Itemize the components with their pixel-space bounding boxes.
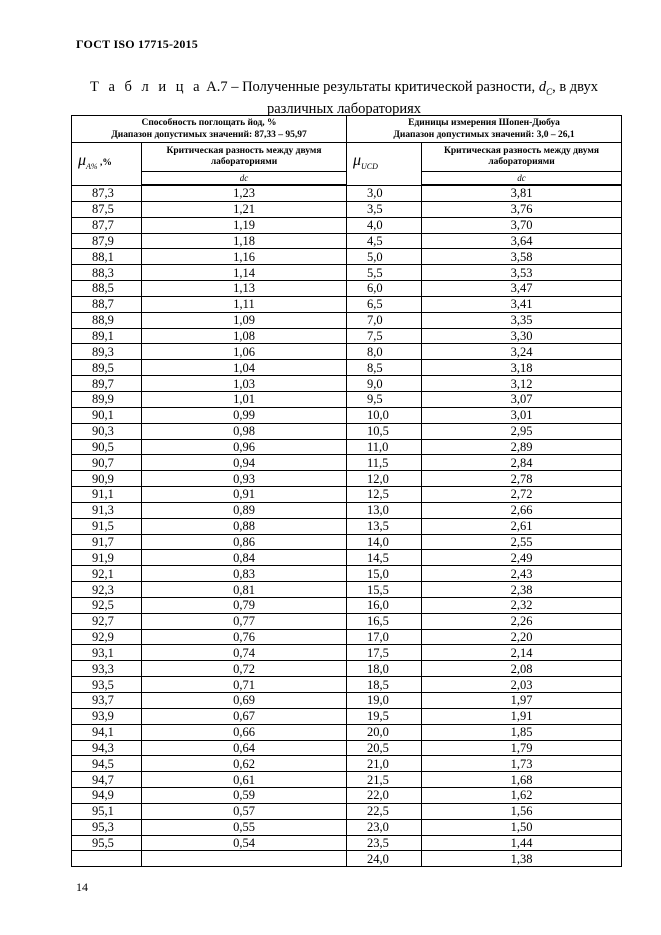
table-row [72,296,622,312]
table-row [72,645,622,661]
ucd-value-cell: 8,0 [347,344,422,360]
ucd-diff-cell: 1,91 [422,708,622,724]
table-row [72,328,622,344]
left-group-title: Способность поглощать йод, % [141,118,277,128]
ucd-diff-cell: 1,79 [422,740,622,756]
iodine-value-cell: 91,7 [72,534,142,550]
table-row [72,407,622,423]
iodine-value-cell: 90,9 [72,471,142,487]
iodine-diff-cell: 1,09 [142,312,347,328]
iodine-value-cell: 88,9 [72,312,142,328]
ucd-diff-cell: 2,55 [422,534,622,550]
ucd-diff-cell: 2,26 [422,613,622,629]
ucd-value-cell: 15,0 [347,566,422,582]
ucd-value-cell: 12,5 [347,487,422,503]
iodine-diff-cell: 1,18 [142,233,347,249]
table-row [72,233,622,249]
table-row [72,201,622,217]
document-header: ГОСТ ISO 17715-2015 [76,37,198,51]
ucd-diff-cell: 1,68 [422,772,622,788]
ucd-value-cell: 9,0 [347,376,422,392]
ucd-value-cell: 5,5 [347,265,422,281]
iodine-diff-cell: 0,64 [142,740,347,756]
caption-text: – Полученные результаты критической разности, [227,79,539,95]
table-row [72,455,622,471]
iodine-diff-cell: 1,14 [142,265,347,281]
iodine-value-cell: 93,3 [72,661,142,677]
ucd-diff-cell: 3,81 [422,185,622,201]
iodine-value-cell: 90,1 [72,407,142,423]
table-row [72,597,622,613]
ucd-value-cell: 10,5 [347,423,422,439]
table-row [72,487,622,503]
iodine-value-cell: 95,1 [72,803,142,819]
ucd-diff-cell: 3,12 [422,376,622,392]
ucd-diff-cell: 2,61 [422,518,622,534]
table-group-header-row [72,116,622,143]
iodine-value-cell: 93,1 [72,645,142,661]
iodine-diff-cell: 0,66 [142,724,347,740]
ucd-diff-cell: 3,47 [422,281,622,297]
iodine-diff-cell: 0,89 [142,502,347,518]
caption-number: А.7 [206,79,228,95]
table-row [72,471,622,487]
iodine-diff-cell: 0,94 [142,455,347,471]
iodine-diff-cell: 0,55 [142,819,347,835]
iodine-value-cell: 94,5 [72,756,142,772]
ucd-diff-cell: 2,14 [422,645,622,661]
iodine-diff-cell: 1,06 [142,344,347,360]
table-column-header-row [72,143,622,172]
iodine-diff-cell: 0,86 [142,534,347,550]
table-row [72,265,622,281]
ucd-value-cell: 23,5 [347,835,422,851]
ucd-diff-cell: 2,20 [422,629,622,645]
ucd-value-cell: 12,0 [347,471,422,487]
ucd-value-cell: 4,0 [347,217,422,233]
iodine-diff-cell: 0,91 [142,487,347,503]
table-row [72,502,622,518]
iodine-diff-cell: 0,61 [142,772,347,788]
iodine-diff-cell: 1,01 [142,391,347,407]
ucd-value-cell: 22,0 [347,788,422,804]
left-dc-label: dc [142,172,347,186]
iodine-diff-cell: 0,83 [142,566,347,582]
ucd-diff-cell: 2,66 [422,502,622,518]
iodine-diff-cell: 1,21 [142,201,347,217]
iodine-value-cell: 95,3 [72,819,142,835]
iodine-diff-cell [142,851,347,867]
iodine-diff-cell: 0,54 [142,835,347,851]
ucd-value-cell: 16,5 [347,613,422,629]
table-row [72,772,622,788]
right-group-range: Диапазон допустимых значений: 3,0 – 26,1 [393,130,575,140]
iodine-value-cell: 94,9 [72,788,142,804]
right-diff-header: Критическая разность между двумя лабораториями [422,143,622,172]
ucd-diff-cell: 2,89 [422,439,622,455]
iodine-value-cell: 88,5 [72,281,142,297]
iodine-value-cell: 94,1 [72,724,142,740]
iodine-value-cell: 88,7 [72,296,142,312]
ucd-value-cell: 9,5 [347,391,422,407]
ucd-value-cell: 16,0 [347,597,422,613]
iodine-diff-cell: 0,96 [142,439,347,455]
ucd-value-cell: 14,5 [347,550,422,566]
iodine-value-cell: 92,3 [72,582,142,598]
right-group-title: Единицы измерения Шопен-Дюбуа [408,118,560,128]
table-row [72,724,622,740]
left-group-range: Диапазон допустимых значений: 87,33 – 95,97 [111,130,307,140]
table-row [72,439,622,455]
iodine-diff-cell: 1,13 [142,281,347,297]
ucd-value-cell: 6,5 [347,296,422,312]
ucd-diff-cell: 3,64 [422,233,622,249]
iodine-value-cell: 92,5 [72,597,142,613]
ucd-value-cell: 13,0 [347,502,422,518]
ucd-diff-cell: 2,03 [422,677,622,693]
iodine-diff-cell: 0,79 [142,597,347,613]
iodine-value-cell: 88,3 [72,265,142,281]
ucd-diff-cell: 1,62 [422,788,622,804]
iodine-diff-cell: 0,99 [142,407,347,423]
iodine-value-cell: 95,5 [72,835,142,851]
ucd-diff-cell: 1,73 [422,756,622,772]
ucd-value-cell: 11,0 [347,439,422,455]
iodine-diff-cell: 0,59 [142,788,347,804]
table-caption [64,79,624,118]
ucd-value-cell: 7,0 [347,312,422,328]
iodine-value-cell: 87,3 [72,185,142,201]
ucd-diff-cell: 3,58 [422,249,622,265]
table-row [72,534,622,550]
ucd-value-cell: 15,5 [347,582,422,598]
iodine-diff-cell: 0,98 [142,423,347,439]
iodine-diff-cell: 0,76 [142,629,347,645]
iodine-diff-cell: 0,81 [142,582,347,598]
ucd-value-cell: 20,0 [347,724,422,740]
ucd-value-cell: 21,0 [347,756,422,772]
iodine-value-cell: 89,9 [72,391,142,407]
ucd-diff-cell: 3,76 [422,201,622,217]
iodine-value-cell: 87,5 [72,201,142,217]
iodine-value-cell: 91,9 [72,550,142,566]
ucd-diff-cell: 2,32 [422,597,622,613]
ucd-diff-cell: 2,95 [422,423,622,439]
iodine-diff-cell: 0,93 [142,471,347,487]
ucd-value-cell: 8,5 [347,360,422,376]
table-row [72,803,622,819]
iodine-value-cell: 93,5 [72,677,142,693]
table-row [72,661,622,677]
table-row [72,613,622,629]
table-row [72,249,622,265]
right-dc-label: dc [422,172,622,186]
ucd-diff-cell: 1,38 [422,851,622,867]
table-row [72,550,622,566]
iodine-value-cell: 91,3 [72,502,142,518]
caption-symbol-sub: C [546,86,553,97]
ucd-diff-cell: 3,07 [422,391,622,407]
ucd-value-cell: 7,5 [347,328,422,344]
table-row [72,851,622,867]
table-row [72,693,622,709]
ucd-value-cell: 6,0 [347,281,422,297]
right-mu-header: $\mu_{UCD}$ [347,143,422,186]
table-row [72,360,622,376]
ucd-diff-cell: 2,84 [422,455,622,471]
ucd-diff-cell: 1,85 [422,724,622,740]
table-row [72,344,622,360]
table-row [72,312,622,328]
ucd-diff-cell: 2,78 [422,471,622,487]
iodine-diff-cell: 1,19 [142,217,347,233]
ucd-value-cell: 13,5 [347,518,422,534]
ucd-diff-cell: 2,49 [422,550,622,566]
iodine-value-cell [72,851,142,867]
ucd-diff-cell: 3,41 [422,296,622,312]
ucd-value-cell: 10,0 [347,407,422,423]
iodine-value-cell: 89,5 [72,360,142,376]
left-mu-suffix: ,% [97,158,112,169]
ucd-diff-cell: 3,24 [422,344,622,360]
ucd-value-cell: 21,5 [347,772,422,788]
ucd-value-cell: 19,5 [347,708,422,724]
iodine-value-cell: 89,3 [72,344,142,360]
iodine-value-cell: 87,9 [72,233,142,249]
table-row [72,518,622,534]
iodine-value-cell: 89,7 [72,376,142,392]
iodine-value-cell: 91,5 [72,518,142,534]
table-row [72,756,622,772]
iodine-value-cell: 94,7 [72,772,142,788]
caption-text-2: , в двух различных лабораториях [266,79,599,117]
right-group-header [347,116,622,143]
caption-symbol: d [538,79,547,95]
ucd-diff-cell: 3,53 [422,265,622,281]
ucd-value-cell: 20,5 [347,740,422,756]
ucd-value-cell: 18,0 [347,661,422,677]
iodine-diff-cell: 1,23 [142,185,347,201]
iodine-value-cell: 90,3 [72,423,142,439]
ucd-diff-cell: 1,50 [422,819,622,835]
critical-difference-table [71,115,622,867]
iodine-value-cell: 94,3 [72,740,142,756]
iodine-value-cell: 90,5 [72,439,142,455]
ucd-diff-cell: 3,30 [422,328,622,344]
iodine-value-cell: 93,7 [72,693,142,709]
iodine-diff-cell: 1,04 [142,360,347,376]
iodine-value-cell: 91,1 [72,487,142,503]
ucd-diff-cell: 1,56 [422,803,622,819]
table-row [72,376,622,392]
table-row [72,740,622,756]
ucd-diff-cell: 3,70 [422,217,622,233]
iodine-value-cell: 87,7 [72,217,142,233]
table-row [72,391,622,407]
ucd-value-cell: 11,5 [347,455,422,471]
ucd-diff-cell: 2,72 [422,487,622,503]
left-diff-header: Критическая разность между двумя лабораториями [142,143,347,172]
iodine-diff-cell: 0,74 [142,645,347,661]
ucd-value-cell: 17,0 [347,629,422,645]
ucd-diff-cell: 3,18 [422,360,622,376]
iodine-value-cell: 92,9 [72,629,142,645]
table-row [72,708,622,724]
ucd-diff-cell: 1,97 [422,693,622,709]
iodine-diff-cell: 0,62 [142,756,347,772]
iodine-diff-cell: 1,16 [142,249,347,265]
left-mu-header: $\mu_{A\%}$ ,% [72,143,142,186]
ucd-value-cell: 17,5 [347,645,422,661]
iodine-diff-cell: 0,69 [142,693,347,709]
ucd-value-cell: 4,5 [347,233,422,249]
iodine-diff-cell: 0,71 [142,677,347,693]
iodine-value-cell: 90,7 [72,455,142,471]
ucd-diff-cell: 3,01 [422,407,622,423]
ucd-value-cell: 3,5 [347,201,422,217]
ucd-value-cell: 22,5 [347,803,422,819]
table-row [72,819,622,835]
iodine-diff-cell: 1,08 [142,328,347,344]
table-row [72,629,622,645]
iodine-value-cell: 92,7 [72,613,142,629]
iodine-diff-cell: 0,88 [142,518,347,534]
iodine-diff-cell: 0,67 [142,708,347,724]
iodine-diff-cell: 1,03 [142,376,347,392]
table-row [72,788,622,804]
table-row [72,677,622,693]
ucd-diff-cell: 3,35 [422,312,622,328]
ucd-diff-cell: 2,08 [422,661,622,677]
ucd-value-cell: 18,5 [347,677,422,693]
ucd-diff-cell: 1,44 [422,835,622,851]
table-row [72,217,622,233]
iodine-value-cell: 89,1 [72,328,142,344]
ucd-diff-cell: 2,38 [422,582,622,598]
table-row [72,835,622,851]
iodine-diff-cell: 0,72 [142,661,347,677]
caption-prefix: Т а б л и ц а [89,79,203,95]
table-row [72,423,622,439]
ucd-diff-cell: 2,43 [422,566,622,582]
iodine-value-cell: 88,1 [72,249,142,265]
iodine-diff-cell: 0,84 [142,550,347,566]
left-group-header [72,116,347,143]
page-number: 14 [76,880,88,894]
table-body [72,185,622,867]
iodine-diff-cell: 1,11 [142,296,347,312]
iodine-value-cell: 93,9 [72,708,142,724]
ucd-value-cell: 19,0 [347,693,422,709]
table-row [72,185,622,201]
iodine-diff-cell: 0,57 [142,803,347,819]
ucd-value-cell: 3,0 [347,185,422,201]
ucd-value-cell: 14,0 [347,534,422,550]
ucd-value-cell: 23,0 [347,819,422,835]
table-row [72,566,622,582]
table-row [72,582,622,598]
table-row [72,281,622,297]
ucd-value-cell: 24,0 [347,851,422,867]
ucd-value-cell: 5,0 [347,249,422,265]
iodine-diff-cell: 0,77 [142,613,347,629]
iodine-value-cell: 92,1 [72,566,142,582]
